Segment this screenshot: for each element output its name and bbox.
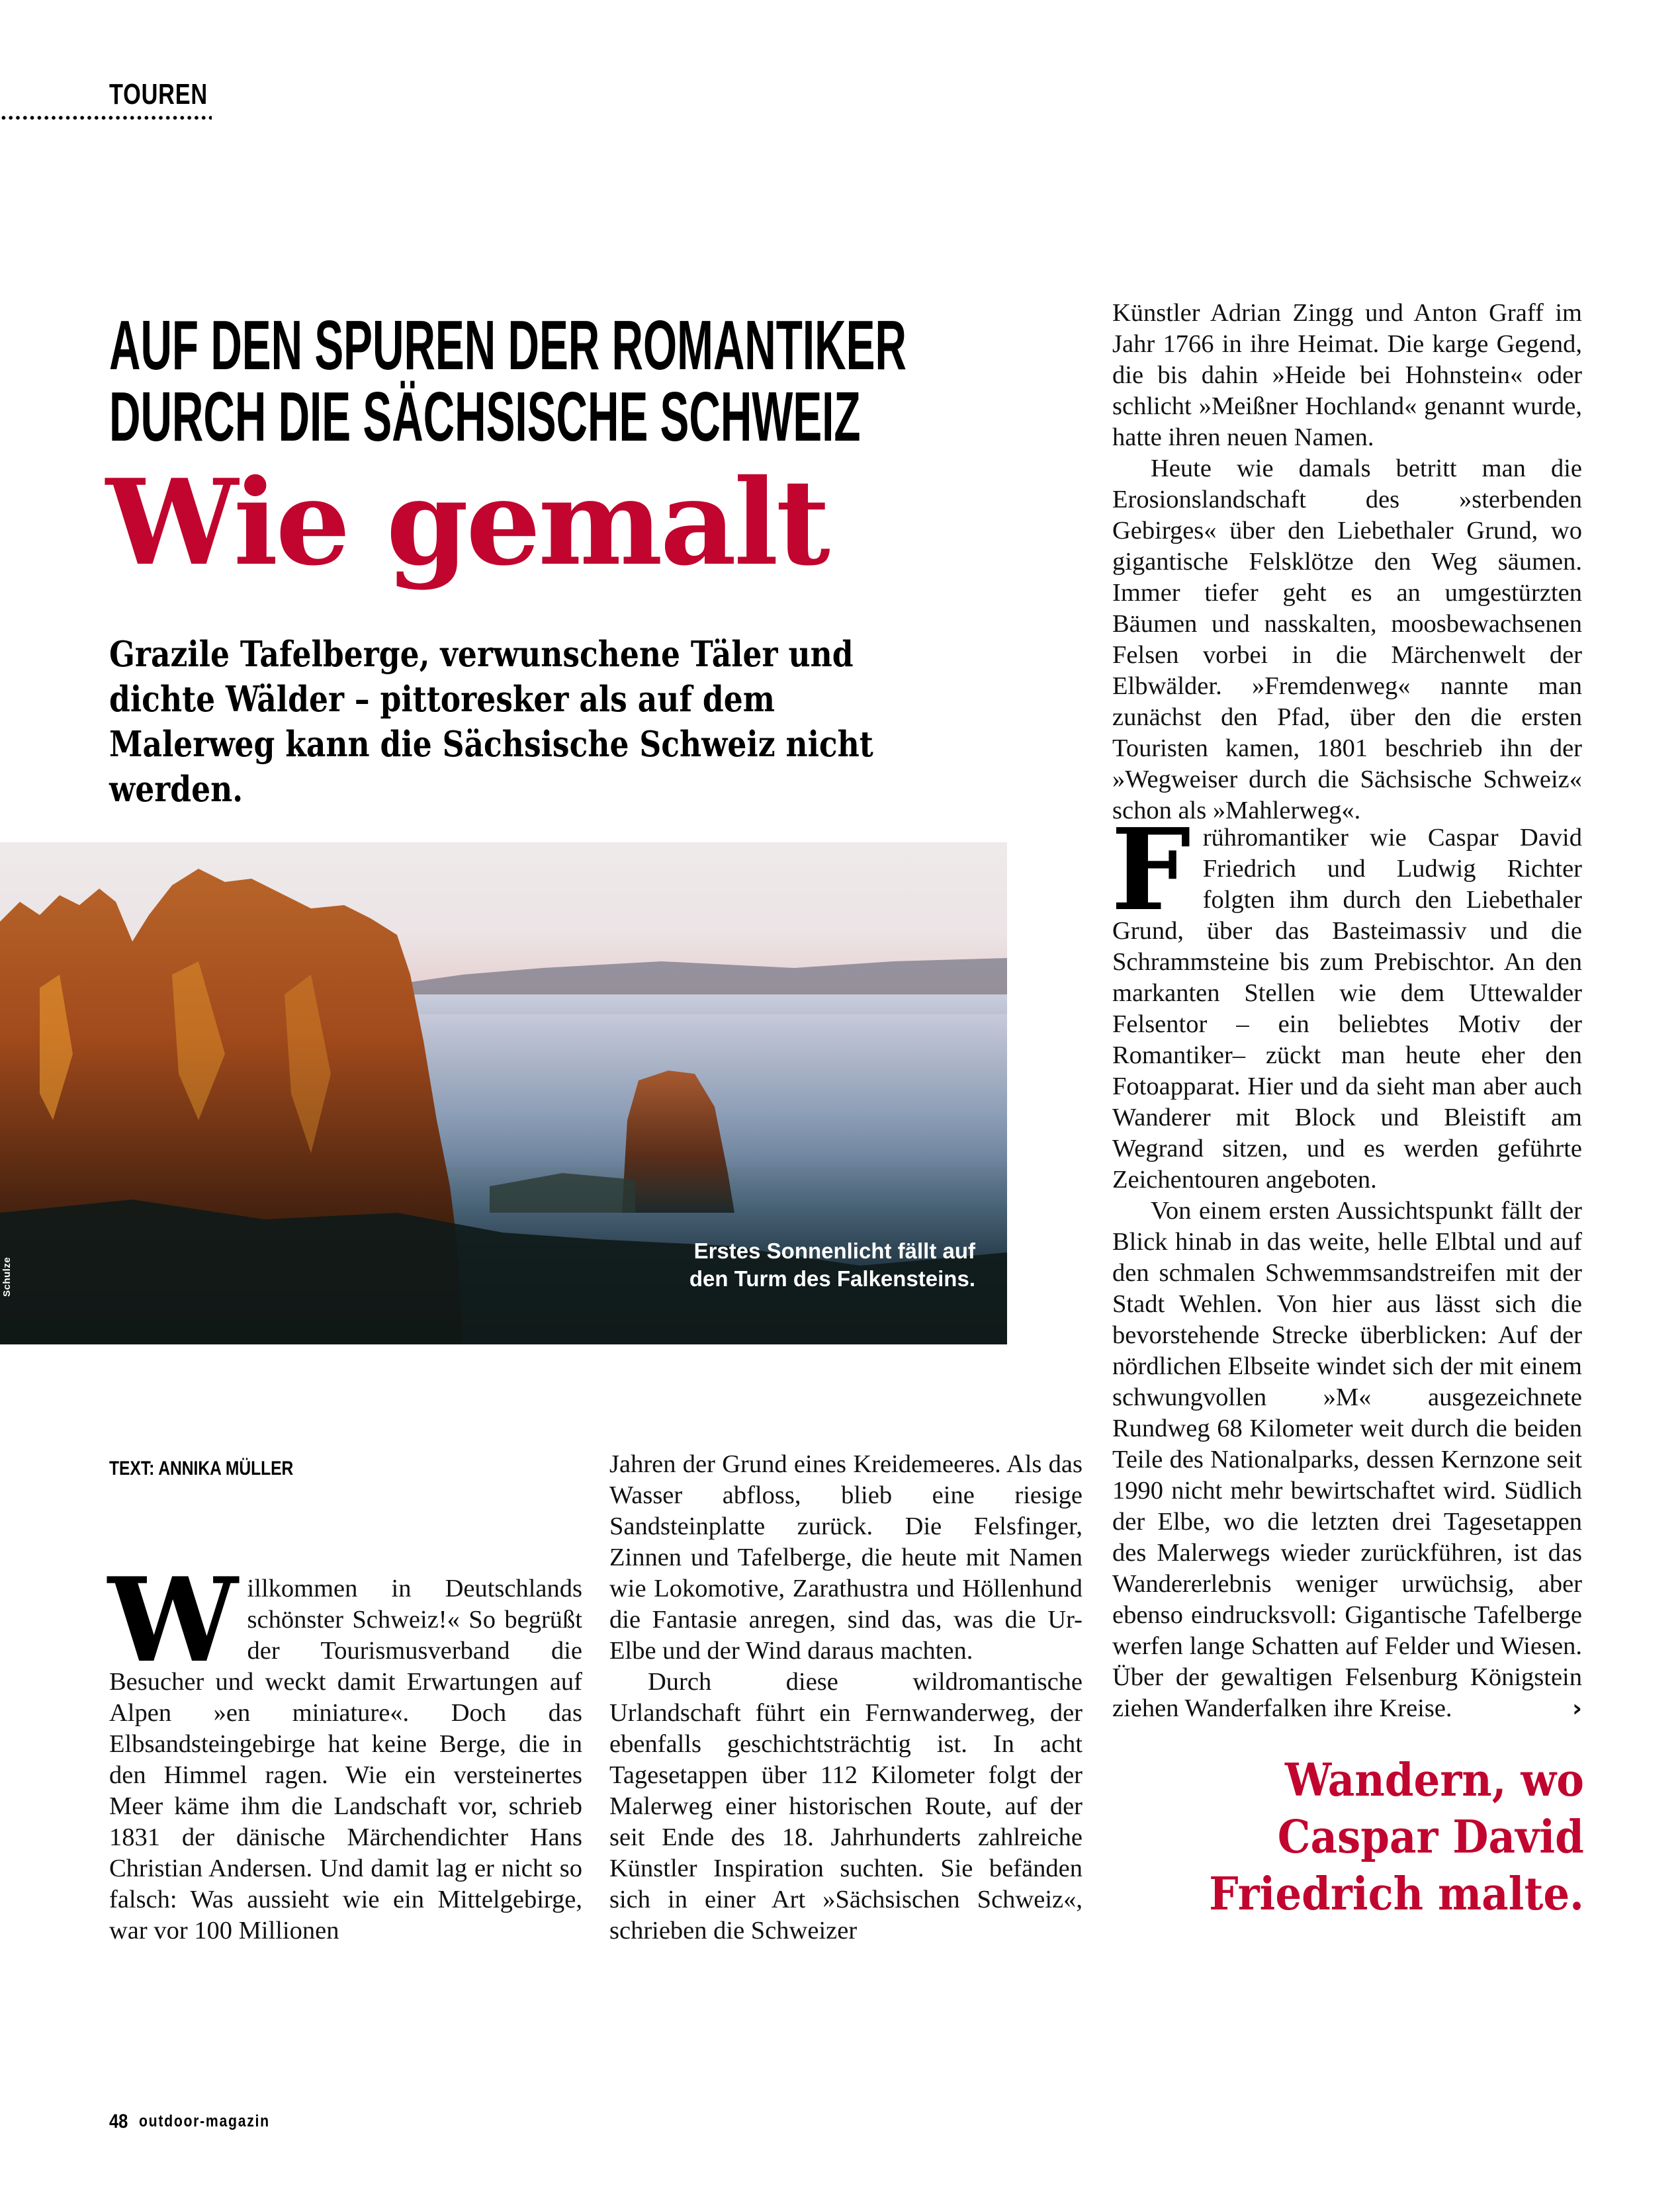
article-column-1 bbox=[108, 1553, 582, 1947]
article-paragraph bbox=[108, 1553, 582, 1947]
landscape-photo bbox=[0, 842, 1007, 1344]
article-paragraph bbox=[1111, 804, 1582, 1196]
paragraph-text: Von einem ersten Aussichtspunkt fällt der Blick hinab in das weite, helle Elbtal und auf den schmalen Schwemmsandstreifen mit der Stadt Wehlen. Von hier aus lässt sich die bevorstehende Strecke überblicken: Auf der nördlichen Elbseite windet sich der mit einem schwungvollen »M« ausgezeichnete Rundweg 68 Kilometer weit durch die beiden Teile des Nationalparks, dessen Kernzone seit 1990 nicht mehr bewirtschaftet wird. Südlich der Elbe, wo die letzten drei Tagesetappen des Malerwegs wieder zurückführen, ist das Wandererlebnis weniger urwüchsig, aber ebenso eindrucksvoll: Gigantische Tafelberge werfen lange Schatten auf Felder und Wiesen. Über der gewaltigen Felsenburg Königstein ziehen Wanderfalken ihre Kreise. bbox=[1112, 1197, 1582, 1722]
pull-quote-line-2: Caspar David bbox=[1277, 1811, 1584, 1864]
pull-quote bbox=[1209, 1752, 1584, 1923]
headline: Wie gemalt bbox=[106, 453, 828, 591]
paragraph-text: illkommen in Deutschlands schönster Schweiz!« So begrüßt der Tourismusverband die Besucher und weckt damit Erwartungen auf Alpen »en miniature«. Doch das Elbsandsteingebirge hat keine Berge, die in den Himmel ragen. Wie ein versteinertes Meer käme ihm die Landschaft vor, schrieb 1831 der dänische Märchendichter Hans Christian Andersen. Und damit lag er nicht so falsch: Was aussieht wie ein Mittelgebirge, war vor 100 Millionen bbox=[109, 1575, 582, 1945]
pull-quote-line-1: Wandern, wo bbox=[1285, 1754, 1584, 1807]
drop-cap: W bbox=[108, 1553, 238, 1688]
article-column-2 bbox=[609, 1449, 1083, 1947]
article-paragraph: Jahren der Grund eines Kreidemeeres. Als das Wasser abfloss, blieb eine riesige Sandsteinplatte zurück. Die Felsfinger, Zinnen und Tafelberge, die heute mit Namen wie Lokomotive, Zarathustra und Höllenhund die Fantasie anregen, sind das, was die Ur-Elbe und der Wind daraus machten. bbox=[609, 1450, 1083, 1665]
magazine-name: outdoor-magazin bbox=[139, 2112, 270, 2130]
drop-cap: F bbox=[1111, 804, 1191, 936]
photo-caption-line-1: Erstes Sonnenlicht fällt auf bbox=[693, 1239, 975, 1263]
pull-quote-line-3: Friedrich malte. bbox=[1209, 1868, 1584, 1921]
deck-subtitle: Grazile Tafelberge, verwunschene Täler und dichte Wälder – pittoresker als auf dem Malerweg kann die Sächsische Schweiz nicht werden. bbox=[109, 634, 873, 810]
section-label: TOUREN bbox=[109, 78, 208, 110]
dotted-divider bbox=[0, 116, 212, 120]
article-paragraph: Durch diese wildromantische Urlandschaft führt ein Fernwanderweg, der ebenfalls geschichtsträchtig ist. In acht Tagesetappen über 112 Kilometer folgt der Malerweg einer historischen Route, auf der seit Ende des 18. Jahrhunderts zahlreiche Künstler Inspiration suchten. Sie befänden sich in einer Art »Sächsischen Schweiz«, schrieben die Schweizer bbox=[609, 1668, 1083, 1945]
paragraph-text: rühromantiker wie Caspar David Friedrich und Ludwig Richter folgten ihm durch den Liebethaler Grund, über das Basteimassiv und die Schrammsteine bis zum Prebischtor. An den markanten Stellen wie dem Uttewalder Felsentor – ein beliebtes Motiv der Romantiker– zückt man heute eher den Fotoapparat. Hier und da sieht man aber auch Wanderer mit Block und Bleistift am Wegrand sitzen, und es werden geführte Zeichentouren angeboten. bbox=[1112, 824, 1582, 1194]
byline: TEXT: ANNIKA MÜLLER bbox=[109, 1458, 294, 1479]
article-column-3-bottom bbox=[1111, 804, 1582, 1724]
photo-caption bbox=[689, 1237, 975, 1293]
kicker-line-2: DURCH DIE SÄCHSISCHE SCHWEIZ bbox=[109, 378, 861, 456]
page-number: 48 bbox=[109, 2111, 128, 2132]
kicker-line-1: AUF DEN SPUREN DER ROMANTIKER bbox=[109, 306, 906, 384]
photo-credit: Schulze bbox=[1, 1256, 13, 1297]
kicker bbox=[109, 306, 906, 456]
article-paragraph bbox=[1112, 1196, 1582, 1724]
end-of-article-icon: › bbox=[1572, 1695, 1582, 1722]
photo-caption-line-2: den Turm des Falkensteins. bbox=[689, 1266, 975, 1291]
article-paragraph: Künstler Adrian Zingg und Anton Graff im Jahr 1766 in ihre Heimat. Die karge Gegend, die bis dahin »Heide bei Hohnstein« oder schlicht »Meißner Hochland« genannt wurde, hatte ihren neuen Namen. bbox=[1112, 299, 1582, 451]
article-paragraph: Heute wie damals betritt man die Erosionslandschaft des »sterbenden Gebirges« über den Liebethaler Grund, wo gigantische Felsklötze den Weg säumen. Immer tiefer geht es an umgestürzten Bäumen und nasskalten, moosbewachsenen Felsen vorbei in die Märchenwelt der Elbwälder. »Fremdenweg« nannte man zunächst den Pfad, über den die ersten Touristen kamen, 1801 beschrieb ihn der »Wegweiser durch die Sächsische Schweiz« schon als »Mahlerweg«. bbox=[1112, 455, 1582, 824]
article-column-3-top bbox=[1112, 298, 1582, 826]
